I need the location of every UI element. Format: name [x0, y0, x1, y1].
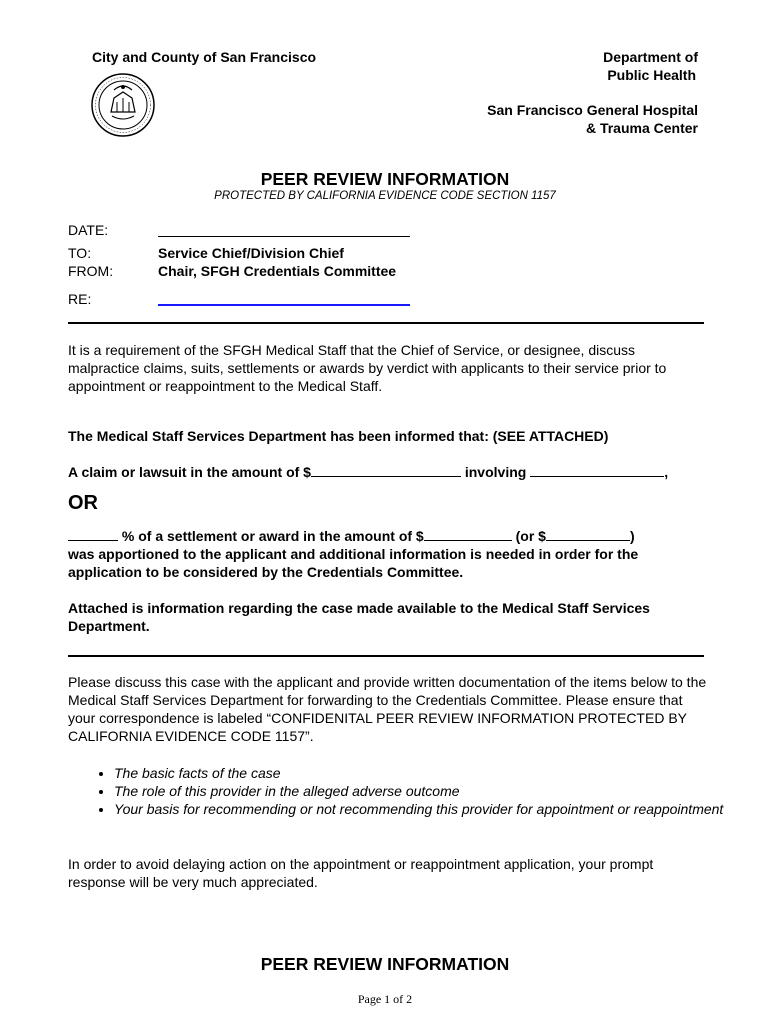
divider-middle	[68, 655, 704, 657]
re-label: RE:	[68, 291, 92, 307]
settlement-line3: application to be considered by the Credentials Committee.	[68, 564, 464, 580]
informed-statement: The Medical Staff Services Department has been informed that: (SEE ATTACHED)	[68, 428, 609, 444]
claim-amount-field[interactable]	[311, 464, 461, 477]
department-heading-line2: Public Health	[607, 67, 696, 83]
claim-line: A claim or lawsuit in the amount of $ involving ,	[68, 464, 669, 480]
settlement-line: % of a settlement or award in the amount of $ (or $ )	[68, 527, 708, 545]
divider-top	[68, 322, 704, 324]
city-seal-icon	[84, 72, 162, 138]
discuss-paragraph: Please discuss this case with the applicant and provide written documentation of the items below to the Medical Staff Services Department for forwarding to the Credentials Committee. Please ensure that your correspondence is labeled “CONFIDENITAL PEER REVIEW INFORMATION PROTECTED BY CALIFORNIA EVIDENCE CODE 1157”.	[68, 674, 707, 744]
date-field[interactable]	[158, 223, 410, 237]
percent-field[interactable]	[68, 528, 118, 541]
or-separator: OR	[68, 492, 98, 514]
from-value: Chair, SFGH Credentials Committee	[158, 263, 397, 279]
re-field[interactable]	[158, 291, 410, 306]
to-label: TO:	[68, 245, 92, 261]
repeated-title: PEER REVIEW INFORMATION	[260, 954, 510, 974]
involving-field[interactable]	[530, 464, 664, 477]
closing-paragraph: In order to avoid delaying action on the appointment or reappointment application, your prompt response will be very much appreciated.	[68, 856, 654, 890]
intro-paragraph: It is a requirement of the SFGH Medical Staff that the Chief of Service, or designee, discuss malpractice claims, suits, settlements or awards by verdict with applicants to their service prior to appointment or reappointment to the Medical Staff.	[68, 342, 667, 394]
settlement-line2: was apportioned to the applicant and additional information is needed in order for the	[68, 546, 639, 562]
page-title: PEER REVIEW INFORMATION	[260, 169, 510, 189]
date-label: DATE:	[68, 222, 109, 238]
to-value: Service Chief/Division Chief	[158, 245, 344, 261]
from-label: FROM:	[68, 263, 114, 279]
attached-statement: Attached is information regarding the case made available to the Medical Staff Services Department.	[68, 600, 650, 634]
page-number: Page 1 of 2	[357, 992, 413, 1006]
department-heading-line1: Department of	[603, 49, 698, 65]
list-item: • The basic facts of the case	[114, 764, 734, 782]
hospital-heading-line2: & Trauma Center	[585, 120, 698, 136]
requested-items-list	[68, 764, 734, 818]
alt-amount-field[interactable]	[546, 528, 630, 541]
page-subtitle: PROTECTED BY CALIFORNIA EVIDENCE CODE SECTION 1157	[214, 190, 556, 202]
list-item: • The role of this provider in the alleged adverse outcome	[114, 782, 734, 800]
city-county-heading: City and County of San Francisco	[92, 49, 317, 65]
settlement-amount-field[interactable]	[424, 528, 512, 541]
list-item: • Your basis for recommending or not recommending this provider for appointment or reappointment	[114, 800, 734, 818]
hospital-heading-line1: San Francisco General Hospital	[487, 102, 698, 118]
